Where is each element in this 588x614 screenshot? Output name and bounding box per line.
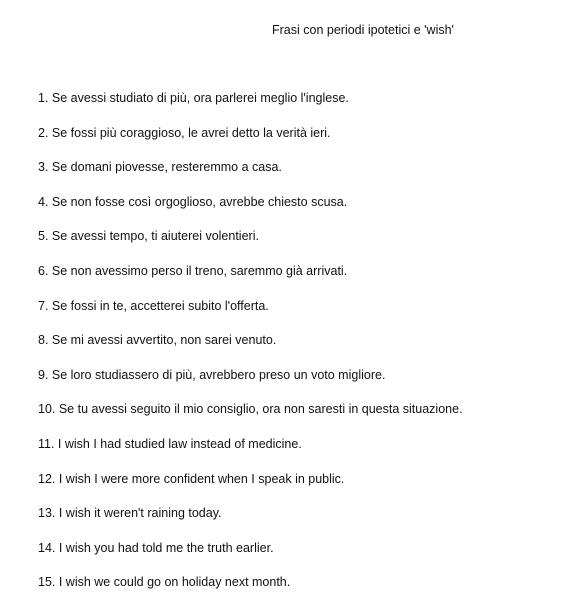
sentence-5: 5. Se avessi tempo, ti aiuterei volentieri. [38, 229, 259, 244]
sentence-11: 11. I wish I had studied law instead of medicine. [38, 436, 302, 451]
sentence-2: 2. Se fossi più coraggioso, le avrei detto la verità ieri. [38, 125, 331, 140]
sentence-6: 6. Se non avessimo perso il treno, saremmo già arrivati. [38, 263, 348, 278]
sentence-12: 12. I wish I were more confident when I speak in public. [38, 471, 345, 486]
sentence-13: 13. I wish it weren't raining today. [38, 506, 222, 521]
sentence-9: 9. Se loro studiassero di più, avrebbero preso un voto migliore. [38, 367, 386, 382]
sentence-4: 4. Se non fosse così orgoglioso, avrebbe chiesto scusa. [38, 194, 348, 209]
sentence-8: 8. Se mi avessi avvertito, non sarei venuto. [38, 333, 277, 348]
sentence-3: 3. Se domani piovesse, resteremmo a casa. [38, 160, 282, 175]
sentence-15: 15. I wish we could go on holiday next month. [38, 575, 291, 590]
sentence-10: 10. Se tu avessi seguito il mio consiglio, ora non saresti in questa situazione. [38, 402, 463, 417]
document-title: Frasi con periodi ipotetici e 'wish' [272, 23, 454, 37]
sentence-7: 7. Se fossi in te, accetterei subito l'offerta. [38, 298, 269, 313]
sentence-14: 14. I wish you had told me the truth earlier. [38, 540, 274, 555]
sentence-list [38, 90, 583, 609]
sentence-1: 1. Se avessi studiato di più, ora parlerei meglio l'inglese. [38, 91, 349, 105]
